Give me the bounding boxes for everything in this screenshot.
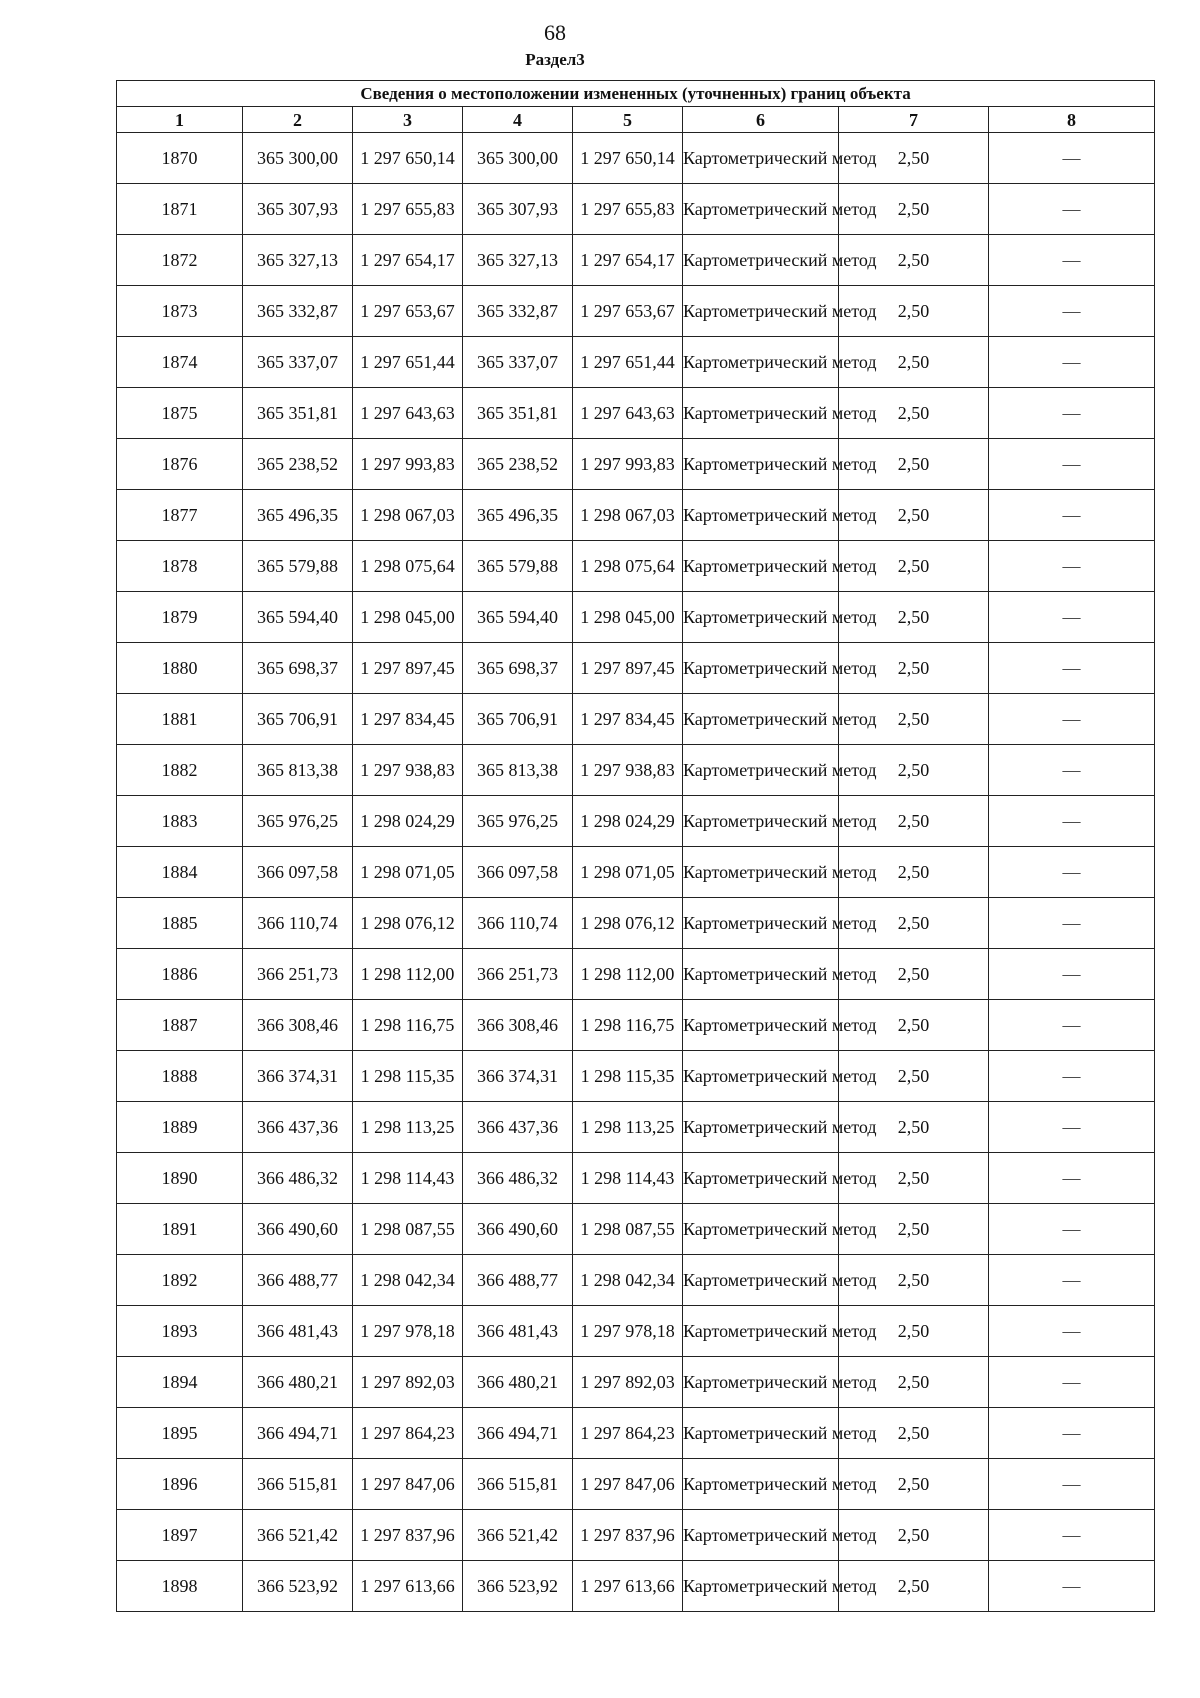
cell-point-number: 1881: [117, 694, 243, 745]
table-row: [117, 847, 1155, 898]
cell-old-y: 1 297 650,14: [353, 133, 463, 184]
column-header: 8: [989, 107, 1155, 133]
cell-accuracy: 2,50: [839, 541, 989, 592]
cell-method: Картометрический метод: [683, 1153, 839, 1204]
cell-description: —: [989, 133, 1155, 184]
cell-new-x: 365 813,38: [463, 745, 573, 796]
cell-point-number: 1890: [117, 1153, 243, 1204]
cell-description: —: [989, 796, 1155, 847]
cell-new-x: 366 481,43: [463, 1306, 573, 1357]
cell-new-y: 1 297 643,63: [573, 388, 683, 439]
cell-method: Картометрический метод: [683, 847, 839, 898]
cell-accuracy: 2,50: [839, 388, 989, 439]
cell-accuracy: 2,50: [839, 949, 989, 1000]
cell-new-y: 1 298 112,00: [573, 949, 683, 1000]
cell-point-number: 1889: [117, 1102, 243, 1153]
cell-method: Картометрический метод: [683, 1510, 839, 1561]
cell-new-x: 365 706,91: [463, 694, 573, 745]
cell-point-number: 1884: [117, 847, 243, 898]
cell-description: —: [989, 949, 1155, 1000]
cell-old-x: 365 698,37: [243, 643, 353, 694]
cell-old-x: 366 110,74: [243, 898, 353, 949]
cell-new-x: 365 496,35: [463, 490, 573, 541]
cell-method: Картометрический метод: [683, 1204, 839, 1255]
cell-old-y: 1 298 114,43: [353, 1153, 463, 1204]
cell-accuracy: 2,50: [839, 1255, 989, 1306]
cell-description: —: [989, 337, 1155, 388]
cell-description: —: [989, 439, 1155, 490]
cell-new-x: 365 300,00: [463, 133, 573, 184]
cell-method: Картометрический метод: [683, 337, 839, 388]
cell-method: Картометрический метод: [683, 541, 839, 592]
cell-old-y: 1 297 613,66: [353, 1561, 463, 1612]
cell-old-y: 1 298 112,00: [353, 949, 463, 1000]
cell-new-y: 1 297 897,45: [573, 643, 683, 694]
cell-new-y: 1 297 978,18: [573, 1306, 683, 1357]
cell-old-y: 1 297 834,45: [353, 694, 463, 745]
cell-method: Картометрический метод: [683, 1561, 839, 1612]
cell-new-y: 1 298 114,43: [573, 1153, 683, 1204]
cell-new-y: 1 297 993,83: [573, 439, 683, 490]
cell-description: —: [989, 1204, 1155, 1255]
cell-description: —: [989, 1255, 1155, 1306]
cell-new-y: 1 297 847,06: [573, 1459, 683, 1510]
cell-method: Картометрический метод: [683, 490, 839, 541]
column-header: 5: [573, 107, 683, 133]
table-row: [117, 1153, 1155, 1204]
cell-accuracy: 2,50: [839, 337, 989, 388]
cell-description: —: [989, 1510, 1155, 1561]
table-body: [117, 133, 1155, 1612]
cell-method: Картометрический метод: [683, 643, 839, 694]
cell-new-y: 1 297 938,83: [573, 745, 683, 796]
cell-description: —: [989, 745, 1155, 796]
table-row: [117, 745, 1155, 796]
cell-old-y: 1 297 978,18: [353, 1306, 463, 1357]
cell-old-x: 366 486,32: [243, 1153, 353, 1204]
cell-old-y: 1 297 938,83: [353, 745, 463, 796]
cell-old-x: 365 579,88: [243, 541, 353, 592]
cell-old-x: 366 308,46: [243, 1000, 353, 1051]
table-row: [117, 1510, 1155, 1561]
cell-new-x: 366 480,21: [463, 1357, 573, 1408]
table-row: [117, 439, 1155, 490]
table-caption: Сведения о местоположении измененных (уточненных) границ объекта: [117, 81, 1155, 107]
cell-old-y: 1 298 116,75: [353, 1000, 463, 1051]
cell-accuracy: 2,50: [839, 1357, 989, 1408]
cell-new-y: 1 298 067,03: [573, 490, 683, 541]
column-header: 7: [839, 107, 989, 133]
table-row: [117, 592, 1155, 643]
cell-description: —: [989, 1561, 1155, 1612]
cell-method: Картометрический метод: [683, 388, 839, 439]
cell-old-y: 1 298 067,03: [353, 490, 463, 541]
cell-new-x: 366 521,42: [463, 1510, 573, 1561]
cell-old-y: 1 298 087,55: [353, 1204, 463, 1255]
cell-new-x: 366 110,74: [463, 898, 573, 949]
cell-new-y: 1 298 045,00: [573, 592, 683, 643]
cell-description: —: [989, 1408, 1155, 1459]
cell-description: —: [989, 1306, 1155, 1357]
cell-old-x: 366 437,36: [243, 1102, 353, 1153]
cell-method: Картометрический метод: [683, 133, 839, 184]
cell-point-number: 1887: [117, 1000, 243, 1051]
cell-old-y: 1 298 115,35: [353, 1051, 463, 1102]
cell-method: Картометрический метод: [683, 694, 839, 745]
cell-accuracy: 2,50: [839, 1306, 989, 1357]
cell-point-number: 1886: [117, 949, 243, 1000]
cell-new-x: 366 488,77: [463, 1255, 573, 1306]
cell-new-y: 1 297 651,44: [573, 337, 683, 388]
cell-new-x: 365 327,13: [463, 235, 573, 286]
cell-old-y: 1 298 075,64: [353, 541, 463, 592]
cell-old-y: 1 298 024,29: [353, 796, 463, 847]
cell-new-y: 1 297 892,03: [573, 1357, 683, 1408]
cell-new-y: 1 297 837,96: [573, 1510, 683, 1561]
cell-old-x: 365 332,87: [243, 286, 353, 337]
cell-method: Картометрический метод: [683, 184, 839, 235]
cell-old-x: 366 488,77: [243, 1255, 353, 1306]
cell-new-x: 366 490,60: [463, 1204, 573, 1255]
cell-accuracy: 2,50: [839, 1408, 989, 1459]
cell-accuracy: 2,50: [839, 184, 989, 235]
section-title: Раздел3: [525, 50, 585, 69]
table-row: [117, 184, 1155, 235]
cell-new-y: 1 298 076,12: [573, 898, 683, 949]
cell-old-x: 366 374,31: [243, 1051, 353, 1102]
cell-point-number: 1883: [117, 796, 243, 847]
cell-accuracy: 2,50: [839, 1000, 989, 1051]
cell-new-x: 366 308,46: [463, 1000, 573, 1051]
table-row: [117, 1306, 1155, 1357]
cell-new-y: 1 298 075,64: [573, 541, 683, 592]
cell-old-x: 366 481,43: [243, 1306, 353, 1357]
cell-old-x: 366 515,81: [243, 1459, 353, 1510]
table-row: [117, 643, 1155, 694]
cell-accuracy: 2,50: [839, 643, 989, 694]
column-header: 1: [117, 107, 243, 133]
cell-accuracy: 2,50: [839, 745, 989, 796]
cell-accuracy: 2,50: [839, 898, 989, 949]
cell-point-number: 1885: [117, 898, 243, 949]
cell-old-y: 1 297 651,44: [353, 337, 463, 388]
table-row: [117, 1408, 1155, 1459]
cell-accuracy: 2,50: [839, 235, 989, 286]
cell-new-y: 1 297 654,17: [573, 235, 683, 286]
table-row: [117, 490, 1155, 541]
cell-point-number: 1893: [117, 1306, 243, 1357]
cell-point-number: 1897: [117, 1510, 243, 1561]
cell-accuracy: 2,50: [839, 286, 989, 337]
cell-new-y: 1 297 864,23: [573, 1408, 683, 1459]
cell-point-number: 1880: [117, 643, 243, 694]
cell-point-number: 1898: [117, 1561, 243, 1612]
cell-method: Картометрический метод: [683, 1459, 839, 1510]
cell-description: —: [989, 694, 1155, 745]
cell-point-number: 1891: [117, 1204, 243, 1255]
cell-old-y: 1 297 653,67: [353, 286, 463, 337]
table-row: [117, 1051, 1155, 1102]
cell-method: Картометрический метод: [683, 898, 839, 949]
cell-point-number: 1877: [117, 490, 243, 541]
cell-old-y: 1 297 864,23: [353, 1408, 463, 1459]
cell-accuracy: 2,50: [839, 1051, 989, 1102]
cell-new-x: 366 515,81: [463, 1459, 573, 1510]
cell-point-number: 1871: [117, 184, 243, 235]
cell-description: —: [989, 847, 1155, 898]
cell-old-y: 1 297 643,63: [353, 388, 463, 439]
table-row: [117, 1204, 1155, 1255]
cell-point-number: 1895: [117, 1408, 243, 1459]
cell-method: Картометрический метод: [683, 949, 839, 1000]
cell-old-y: 1 297 897,45: [353, 643, 463, 694]
cell-new-x: 365 976,25: [463, 796, 573, 847]
cell-point-number: 1896: [117, 1459, 243, 1510]
cell-new-y: 1 297 613,66: [573, 1561, 683, 1612]
cell-old-x: 365 327,13: [243, 235, 353, 286]
table-row: [117, 1255, 1155, 1306]
cell-accuracy: 2,50: [839, 796, 989, 847]
cell-old-y: 1 298 113,25: [353, 1102, 463, 1153]
cell-old-x: 366 523,92: [243, 1561, 353, 1612]
cell-description: —: [989, 1051, 1155, 1102]
table-row: [117, 388, 1155, 439]
cell-new-y: 1 297 653,67: [573, 286, 683, 337]
page-number: 68: [544, 20, 566, 45]
cell-new-x: 365 238,52: [463, 439, 573, 490]
cell-new-x: 365 337,07: [463, 337, 573, 388]
cell-new-y: 1 298 113,25: [573, 1102, 683, 1153]
cell-accuracy: 2,50: [839, 1459, 989, 1510]
cell-accuracy: 2,50: [839, 1510, 989, 1561]
cell-point-number: 1873: [117, 286, 243, 337]
cell-method: Картометрический метод: [683, 1102, 839, 1153]
cell-new-x: 365 307,93: [463, 184, 573, 235]
cell-description: —: [989, 286, 1155, 337]
cell-description: —: [989, 1459, 1155, 1510]
cell-old-y: 1 298 071,05: [353, 847, 463, 898]
cell-old-x: 366 494,71: [243, 1408, 353, 1459]
cell-old-x: 366 490,60: [243, 1204, 353, 1255]
cell-point-number: 1876: [117, 439, 243, 490]
cell-old-x: 366 097,58: [243, 847, 353, 898]
cell-new-y: 1 298 115,35: [573, 1051, 683, 1102]
cell-new-x: 366 251,73: [463, 949, 573, 1000]
cell-old-x: 365 496,35: [243, 490, 353, 541]
cell-old-x: 366 521,42: [243, 1510, 353, 1561]
cell-accuracy: 2,50: [839, 847, 989, 898]
cell-method: Картометрический метод: [683, 745, 839, 796]
cell-accuracy: 2,50: [839, 694, 989, 745]
cell-description: —: [989, 898, 1155, 949]
cell-point-number: 1892: [117, 1255, 243, 1306]
cell-accuracy: 2,50: [839, 1204, 989, 1255]
cell-accuracy: 2,50: [839, 592, 989, 643]
table-row: [117, 286, 1155, 337]
column-header: 3: [353, 107, 463, 133]
cell-point-number: 1874: [117, 337, 243, 388]
table-row: [117, 133, 1155, 184]
cell-new-x: 366 523,92: [463, 1561, 573, 1612]
cell-new-y: 1 298 116,75: [573, 1000, 683, 1051]
cell-old-y: 1 298 045,00: [353, 592, 463, 643]
table-row: [117, 1000, 1155, 1051]
column-header: 2: [243, 107, 353, 133]
cell-description: —: [989, 490, 1155, 541]
cell-accuracy: 2,50: [839, 1561, 989, 1612]
table-row: [117, 541, 1155, 592]
cell-accuracy: 2,50: [839, 439, 989, 490]
cell-description: —: [989, 1153, 1155, 1204]
cell-new-x: 365 594,40: [463, 592, 573, 643]
cell-old-y: 1 297 892,03: [353, 1357, 463, 1408]
table-row: [117, 796, 1155, 847]
cell-description: —: [989, 184, 1155, 235]
cell-new-y: 1 297 834,45: [573, 694, 683, 745]
cell-old-y: 1 297 654,17: [353, 235, 463, 286]
cell-new-y: 1 297 655,83: [573, 184, 683, 235]
cell-method: Картометрический метод: [683, 1357, 839, 1408]
cell-accuracy: 2,50: [839, 490, 989, 541]
cell-description: —: [989, 592, 1155, 643]
table-row: [117, 949, 1155, 1000]
cell-old-x: 365 307,93: [243, 184, 353, 235]
cell-old-x: 366 480,21: [243, 1357, 353, 1408]
cell-method: Картометрический метод: [683, 592, 839, 643]
cell-new-y: 1 298 087,55: [573, 1204, 683, 1255]
table-row: [117, 898, 1155, 949]
cell-old-x: 365 300,00: [243, 133, 353, 184]
table-row: [117, 337, 1155, 388]
cell-point-number: 1878: [117, 541, 243, 592]
cell-point-number: 1870: [117, 133, 243, 184]
cell-new-x: 365 351,81: [463, 388, 573, 439]
cell-method: Картометрический метод: [683, 1255, 839, 1306]
column-header: 4: [463, 107, 573, 133]
cell-old-y: 1 297 837,96: [353, 1510, 463, 1561]
cell-old-x: 365 337,07: [243, 337, 353, 388]
cell-old-y: 1 298 042,34: [353, 1255, 463, 1306]
table-row: [117, 1357, 1155, 1408]
table-row: [117, 235, 1155, 286]
cell-method: Картометрический метод: [683, 235, 839, 286]
cell-description: —: [989, 235, 1155, 286]
cell-old-y: 1 297 655,83: [353, 184, 463, 235]
table-row: [117, 1561, 1155, 1612]
cell-description: —: [989, 1000, 1155, 1051]
cell-old-x: 365 238,52: [243, 439, 353, 490]
cell-description: —: [989, 541, 1155, 592]
table-row: [117, 1459, 1155, 1510]
cell-old-x: 366 251,73: [243, 949, 353, 1000]
cell-description: —: [989, 643, 1155, 694]
cell-accuracy: 2,50: [839, 1102, 989, 1153]
cell-accuracy: 2,50: [839, 133, 989, 184]
cell-new-x: 366 494,71: [463, 1408, 573, 1459]
cell-old-y: 1 297 993,83: [353, 439, 463, 490]
cell-point-number: 1875: [117, 388, 243, 439]
cell-new-x: 366 486,32: [463, 1153, 573, 1204]
boundary-coordinates-table: [116, 80, 1155, 1612]
cell-method: Картометрический метод: [683, 286, 839, 337]
cell-new-x: 365 698,37: [463, 643, 573, 694]
cell-new-x: 366 374,31: [463, 1051, 573, 1102]
cell-old-y: 1 297 847,06: [353, 1459, 463, 1510]
cell-method: Картометрический метод: [683, 1408, 839, 1459]
column-number-row: [117, 107, 1155, 133]
cell-new-y: 1 298 042,34: [573, 1255, 683, 1306]
cell-new-x: 366 437,36: [463, 1102, 573, 1153]
cell-old-x: 365 351,81: [243, 388, 353, 439]
cell-method: Картометрический метод: [683, 439, 839, 490]
cell-method: Картометрический метод: [683, 1306, 839, 1357]
cell-old-x: 365 976,25: [243, 796, 353, 847]
cell-new-x: 366 097,58: [463, 847, 573, 898]
cell-description: —: [989, 388, 1155, 439]
cell-new-y: 1 298 024,29: [573, 796, 683, 847]
cell-new-x: 365 579,88: [463, 541, 573, 592]
cell-new-y: 1 298 071,05: [573, 847, 683, 898]
cell-method: Картометрический метод: [683, 1000, 839, 1051]
cell-point-number: 1894: [117, 1357, 243, 1408]
table-row: [117, 694, 1155, 745]
cell-method: Картометрический метод: [683, 796, 839, 847]
cell-old-x: 365 594,40: [243, 592, 353, 643]
table-row: [117, 1102, 1155, 1153]
cell-new-x: 365 332,87: [463, 286, 573, 337]
cell-point-number: 1872: [117, 235, 243, 286]
cell-description: —: [989, 1357, 1155, 1408]
cell-old-y: 1 298 076,12: [353, 898, 463, 949]
cell-old-x: 365 706,91: [243, 694, 353, 745]
cell-description: —: [989, 1102, 1155, 1153]
column-header: 6: [683, 107, 839, 133]
cell-point-number: 1879: [117, 592, 243, 643]
cell-accuracy: 2,50: [839, 1153, 989, 1204]
cell-new-y: 1 297 650,14: [573, 133, 683, 184]
cell-old-x: 365 813,38: [243, 745, 353, 796]
cell-point-number: 1888: [117, 1051, 243, 1102]
cell-point-number: 1882: [117, 745, 243, 796]
cell-method: Картометрический метод: [683, 1051, 839, 1102]
